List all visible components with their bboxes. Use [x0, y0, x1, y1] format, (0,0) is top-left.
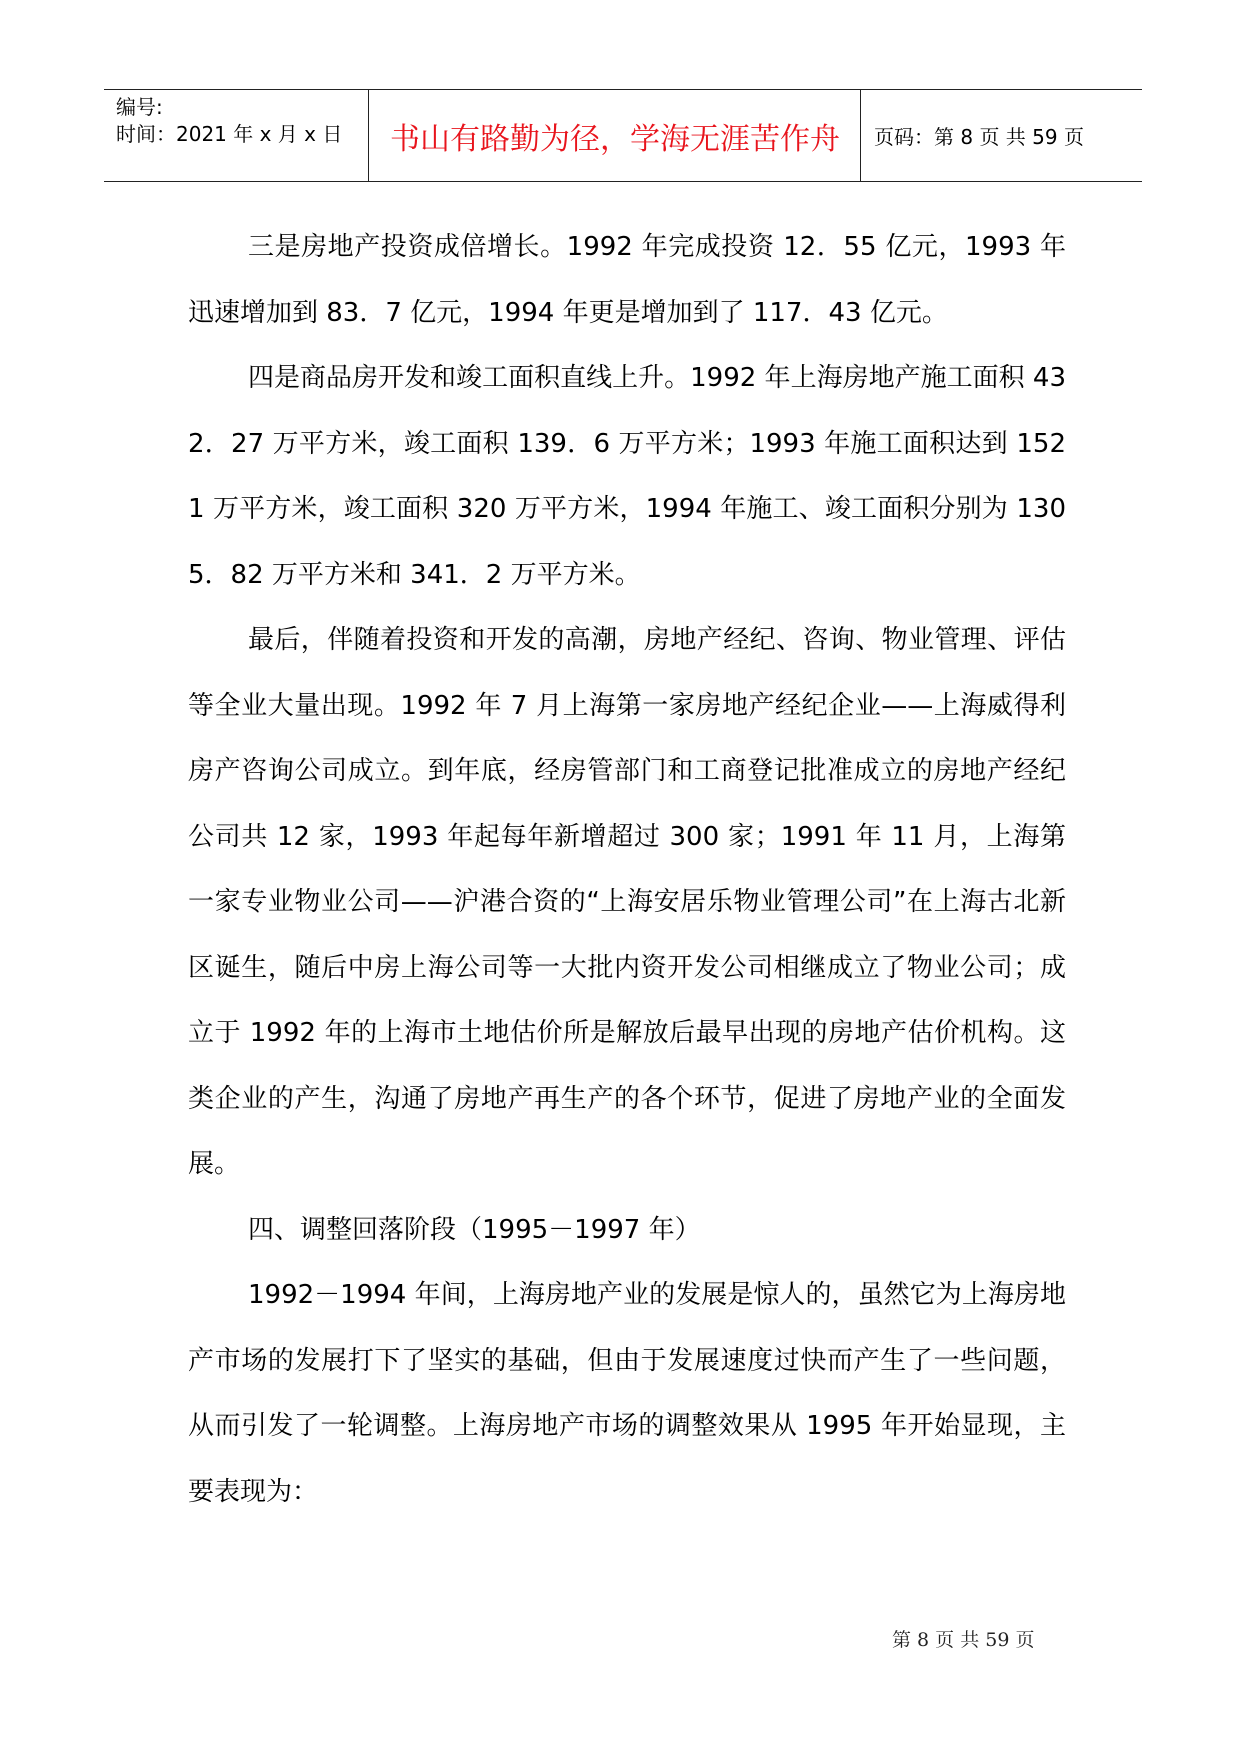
paragraph-investment-growth: 三是房地产投资成倍增长。1992 年完成投资 12．55 亿元，1993 年迅速增加到 83．7 亿元，1994 年更是增加到了 117．43 亿元。	[188, 232, 1066, 328]
header-info	[116, 90, 366, 181]
page-footer: 第 8 页 共 59 页	[892, 1629, 1035, 1651]
document-time: 时间：2021 年 x 月 x 日	[116, 122, 343, 146]
paragraph-construction-area: 四是商品房开发和竣工面积直线上升。1992 年上海房地产施工面积 432．27 万平方米，竣工面积 139．6 万平方米；1993 年施工面积达到 1521 万平方米，竣工面积 320 万平方米，1994 年施工、竣工面积分别为 1305．82 万平方米和 341．2 万平方米。	[188, 363, 1066, 590]
document-code-label: 编号:	[116, 95, 163, 119]
paragraph-service-enterprises: 最后，伴随着投资和开发的高潮，房地产经纪、咨询、物业管理、评估等全业大量出现。1992 年 7 月上海第一家房地产经纪企业——上海威得利房产咨询公司成立。到年底，经房管部门和工商登记批准成立的房地产经纪公司共 12 家，1993 年起每年新增超过 300 家；1991 年 11 月，上海第一家专业物业公司——沪港合资的“上海安居乐物业管理公司”在上海古北新区诞生，随后中房上海公司等一大批内资开发公司相继成立了物业公司；成立于 1992 年的上海市土地估价所是解放后最早出现的房地产估价机构。这类企业的产生，沟通了房地产再生产的各个环节，促进了房地产业的全面发展。	[188, 625, 1066, 1179]
page-header	[104, 89, 1142, 182]
header-page-code: 页码：第 8 页 共 59 页	[874, 125, 1084, 149]
section-heading-adjustment: 四、调整回落阶段（1995－1997 年）	[248, 1214, 701, 1245]
header-divider-left	[368, 90, 369, 181]
paragraph-adjustment: 1992－1994 年间，上海房地产业的发展是惊人的，虽然它为上海房地产市场的发展打下了坚实的基础，但由于发展速度过快而产生了一些问题，从而引发了一轮调整。上海房地产市场的调整效果从 1995 年开始显现，主要表现为：	[188, 1280, 1066, 1507]
header-motto: 书山有路勤为径，学海无涯苦作舟	[390, 121, 840, 157]
header-divider-right	[860, 90, 861, 181]
document-body	[188, 215, 1066, 1525]
